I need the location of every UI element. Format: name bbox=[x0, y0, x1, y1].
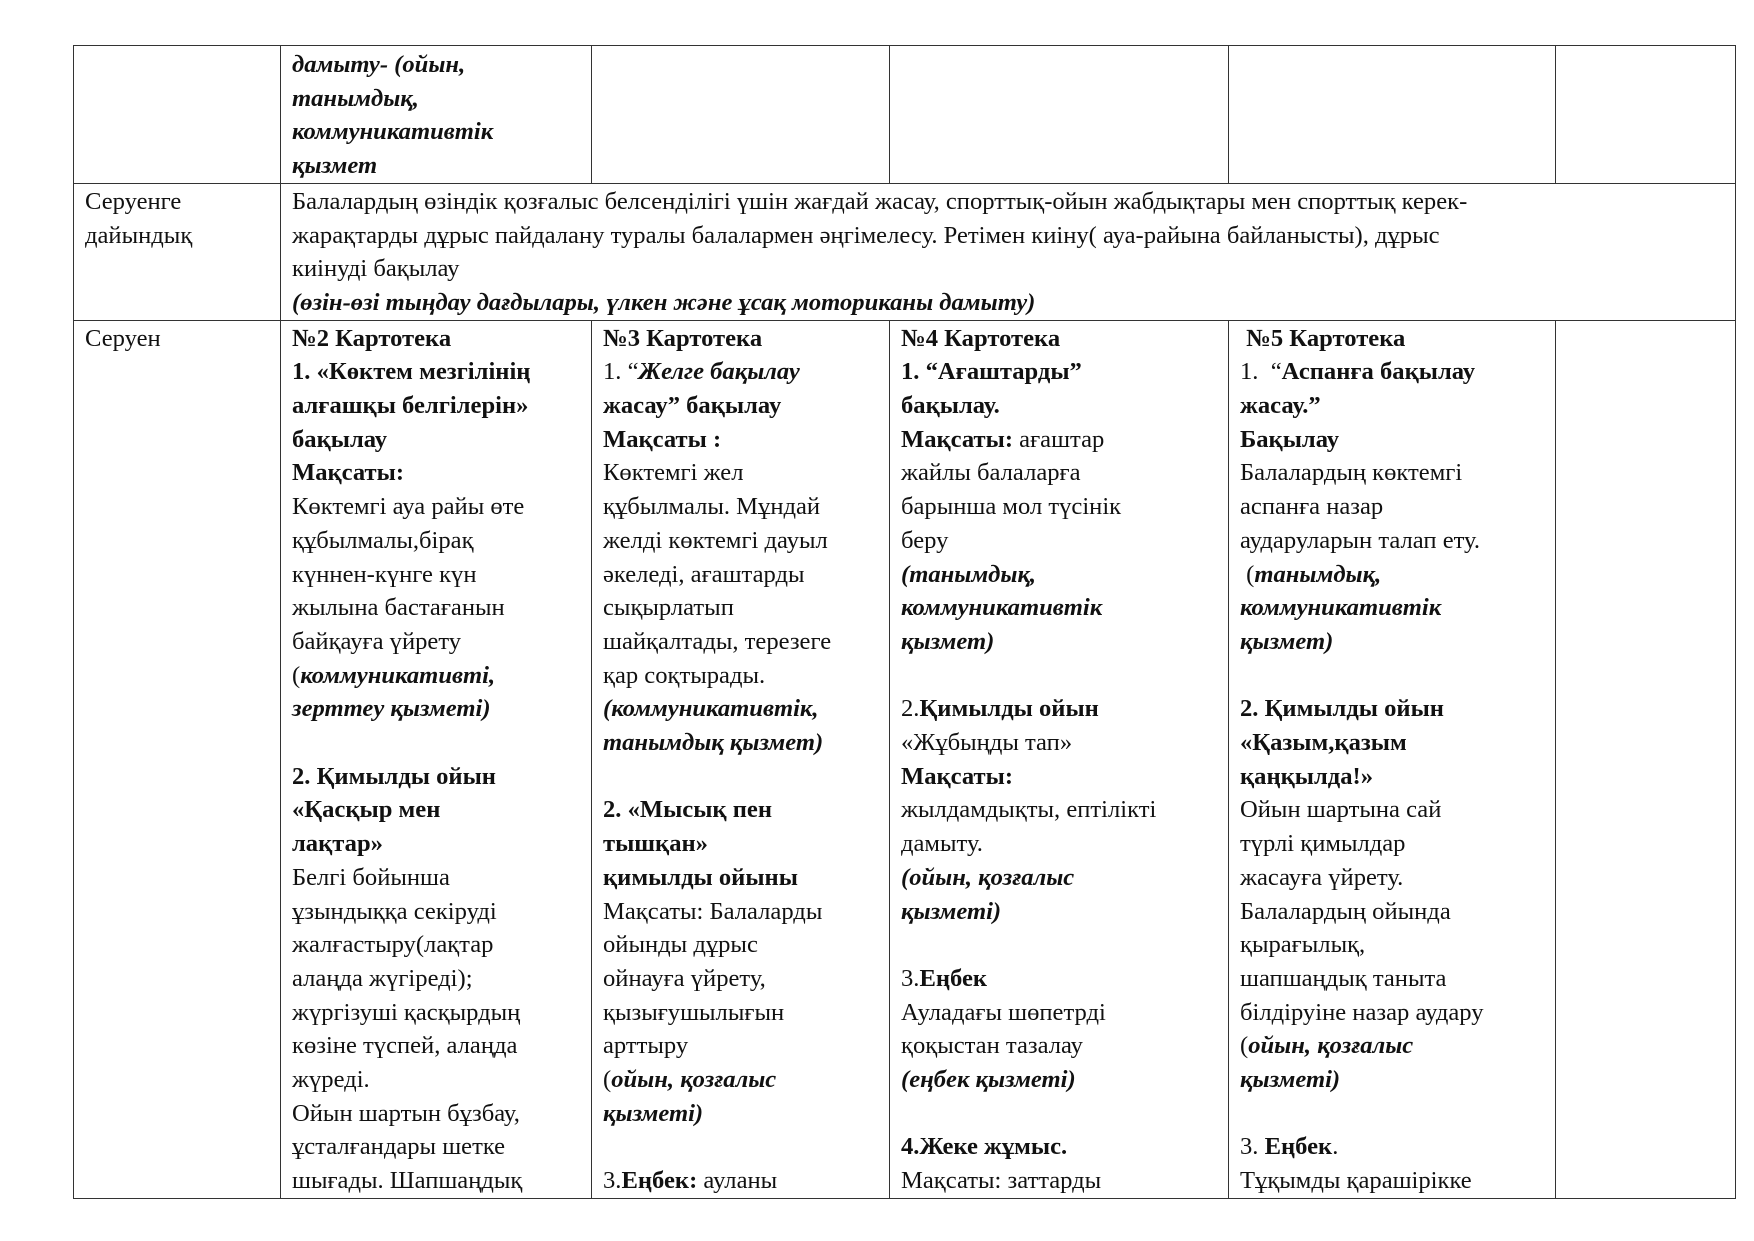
spacer bbox=[292, 726, 581, 760]
table-cell bbox=[1229, 320, 1556, 1198]
cell-text: ұсталғандары шетке bbox=[292, 1133, 506, 1161]
table-cell bbox=[592, 46, 890, 184]
cell-text: беру bbox=[901, 526, 949, 554]
cell-text: алаңда жүгіреді); bbox=[292, 964, 473, 992]
table-cell bbox=[1229, 46, 1556, 184]
table-cell bbox=[281, 46, 592, 184]
cell-text: тышқан» bbox=[603, 830, 708, 858]
cell-text: Балалардың көктемгі bbox=[1240, 459, 1463, 487]
cell-text-part: Еңбек bbox=[919, 964, 988, 992]
table-row bbox=[74, 183, 1736, 320]
cell-text: әкеледі, ағаштарды bbox=[603, 560, 805, 588]
cell-text: көзіне түспей, алаңда bbox=[292, 1032, 518, 1060]
cell-text: жүргізуші қасқырдың bbox=[292, 998, 521, 1026]
row-label-text: Серуен bbox=[85, 324, 161, 352]
cell-text: (ойын, қозғалыс bbox=[901, 863, 1075, 891]
cell-text: шығады. Шапшаңдық bbox=[292, 1167, 523, 1195]
cell-text: Мақсаты: bbox=[292, 459, 405, 487]
table-cell bbox=[890, 46, 1229, 184]
cell-text: танымдық, bbox=[292, 84, 419, 112]
cell-text: қырағылық, bbox=[1240, 931, 1366, 959]
cell-text: Көктемгі ауа райы өте bbox=[292, 493, 525, 521]
cell-text: лақтар» bbox=[292, 830, 383, 858]
cell-text: түрлі қимылдар bbox=[1240, 830, 1406, 858]
cell-text-part: 3. bbox=[1240, 1133, 1265, 1161]
card-title: №2 Картотека bbox=[292, 324, 452, 352]
cell-text: жылдамдықты, ептілікті bbox=[901, 796, 1157, 824]
cell-text: шапшаңдық таныта bbox=[1240, 964, 1447, 992]
cell-text-part: . bbox=[1332, 1133, 1339, 1161]
cell-text-part: 1. “ bbox=[603, 358, 639, 386]
cell-text: 2. Қимылды ойын bbox=[292, 762, 496, 790]
cell-text: қызығушылығын bbox=[603, 998, 785, 1026]
cell-text: шайқалтады, терезеге bbox=[603, 627, 832, 655]
cell-text bbox=[1240, 1029, 1545, 1063]
cell-text: 1. «Көктем мезгілінің bbox=[292, 358, 531, 386]
cell-text-part: Еңбек: bbox=[621, 1167, 698, 1195]
cell-text-part: 3. bbox=[901, 964, 920, 992]
cell-text: жасау.” bbox=[1240, 392, 1321, 420]
cell-text: Белгі бойынша bbox=[292, 863, 450, 891]
cell-text-part: Мақсаты: bbox=[901, 425, 1014, 453]
cell-text: Мақсаты : bbox=[603, 425, 722, 453]
cell-text: Ойын шартына сай bbox=[1240, 796, 1442, 824]
cell-text: аударуларын талап ету. bbox=[1240, 526, 1481, 554]
cell-text: 1. “Ағаштарды” bbox=[901, 358, 1082, 386]
cell-text: Балалардың ойында bbox=[1240, 897, 1451, 925]
cell-text: (танымдық, bbox=[901, 560, 1037, 588]
cell-text: Балалардың өзіндік қозғалыс белсенділігі үшін жағдай жасау, спорттық-ойын жабдықтары мен спорттық керек- bbox=[292, 187, 1468, 215]
table-cell bbox=[74, 46, 281, 184]
cell-text bbox=[901, 692, 1218, 726]
cell-text-part: ауланы bbox=[697, 1167, 778, 1195]
spacer bbox=[603, 760, 879, 794]
table-cell bbox=[890, 320, 1229, 1198]
cell-text bbox=[1240, 558, 1545, 592]
cell-text-part: ойын, қозғалыс bbox=[611, 1066, 777, 1094]
cell-text: коммуникативтік bbox=[1240, 594, 1442, 622]
cell-text bbox=[603, 1164, 879, 1198]
cell-text: байқауға үйрету bbox=[292, 627, 462, 655]
spacer bbox=[1240, 659, 1545, 693]
cell-text bbox=[1240, 1130, 1545, 1164]
row-label-text: Серуенге bbox=[85, 187, 182, 215]
cell-text: қаңқылда!» bbox=[1240, 762, 1374, 790]
cell-text-part: ағаштар bbox=[1013, 425, 1105, 453]
cell-text: танымдық қызмет) bbox=[603, 729, 824, 757]
row-label-text: дайындық bbox=[85, 221, 193, 249]
cell-text: ойнауға үйрету, bbox=[603, 964, 766, 992]
cell-text: (өзін-өзі тыңдау дағдылары, үлкен және ұсақ моториканы дамыту) bbox=[292, 288, 1036, 316]
cell-text: ойынды дұрыс bbox=[603, 931, 758, 959]
cell-text: барынша мол түсінік bbox=[901, 493, 1122, 521]
cell-text: қоқыстан тазалау bbox=[901, 1032, 1083, 1060]
cell-text bbox=[292, 659, 581, 693]
cell-text: коммуникативтік bbox=[292, 118, 494, 146]
cell-text: ұзындыққа секіруді bbox=[292, 897, 497, 925]
cell-text-part: Еңбек bbox=[1264, 1133, 1333, 1161]
row-label bbox=[74, 183, 281, 320]
cell-text: жылына бастағанын bbox=[292, 594, 505, 622]
card-title: №5 Картотека bbox=[1240, 324, 1406, 352]
cell-text: Мақсаты: заттарды bbox=[901, 1167, 1102, 1195]
cell-text: алғашқы белгілерін» bbox=[292, 392, 529, 420]
cell-text: жасау” бақылау bbox=[603, 392, 782, 420]
cell-text: құбылмалы,бірақ bbox=[292, 526, 474, 554]
cell-text: бақылау bbox=[292, 425, 388, 453]
cell-text: Көктемгі жел bbox=[603, 459, 744, 487]
cell-text: желді көктемгі дауыл bbox=[603, 526, 828, 554]
cell-text: қызметі) bbox=[1240, 1066, 1341, 1094]
cell-text-part: коммуникативті, bbox=[300, 661, 496, 689]
cell-text: қызмет) bbox=[1240, 627, 1334, 655]
table-cell bbox=[281, 320, 592, 1198]
cell-text-part: Аспанға бақылау bbox=[1281, 358, 1476, 386]
cell-text: Ойын шартын бұзбау, bbox=[292, 1099, 520, 1127]
cell-text: Ауладағы шөпетрді bbox=[901, 998, 1106, 1026]
cell-text: (еңбек қызметі) bbox=[901, 1066, 1076, 1094]
cell-text: (коммуникативтік, bbox=[603, 695, 819, 723]
cell-text: 2. Қимылды ойын bbox=[1240, 695, 1444, 723]
spacer bbox=[901, 928, 1218, 962]
cell-text-part: ойын, қозғалыс bbox=[1248, 1032, 1414, 1060]
cell-text bbox=[603, 355, 879, 389]
cell-text: «Қазым,қазым bbox=[1240, 729, 1407, 757]
cell-text: жайлы балаларға bbox=[901, 459, 1081, 487]
cell-text: қызметі) bbox=[901, 897, 1002, 925]
cell-text: жалғастыру(лақтар bbox=[292, 931, 494, 959]
spacer bbox=[901, 659, 1218, 693]
cell-text-part: танымдық, bbox=[1254, 560, 1382, 588]
spacer bbox=[603, 1130, 879, 1164]
cell-text: 4.Жеке жұмыс. bbox=[901, 1133, 1068, 1161]
plan-table bbox=[73, 45, 1736, 1199]
row-label bbox=[74, 320, 281, 1198]
cell-text: бақылау. bbox=[901, 392, 1000, 420]
cell-text: білдіруіне назар аудару bbox=[1240, 998, 1484, 1026]
cell-text: күннен-күнге күн bbox=[292, 560, 477, 588]
cell-text: Тұқымды қарашірікке bbox=[1240, 1167, 1472, 1195]
cell-text: қимылды ойыны bbox=[603, 863, 798, 891]
cell-text: қызмет) bbox=[901, 627, 995, 655]
card-title: №3 Картотека bbox=[603, 324, 763, 352]
cell-text: қар соқтырады. bbox=[603, 661, 766, 689]
cell-text: Мақсаты: bbox=[901, 762, 1014, 790]
cell-text-part: 1. “ bbox=[1240, 358, 1282, 386]
spacer bbox=[1240, 1097, 1545, 1131]
table-row bbox=[74, 46, 1736, 184]
cell-text-part: Желге бақылау bbox=[638, 358, 800, 386]
cell-text: қызметі) bbox=[603, 1099, 704, 1127]
cell-text: сықырлатып bbox=[603, 594, 734, 622]
cell-text: дамыту. bbox=[901, 830, 983, 858]
cell-text bbox=[901, 423, 1218, 457]
cell-text bbox=[901, 962, 1218, 996]
table-cell bbox=[1556, 46, 1736, 184]
cell-text: қызмет bbox=[292, 152, 378, 180]
cell-text: жарақтарды дұрыс пайдалану туралы балалармен әңгімелесу. Ретімен киіну( ауа-райына байланысты), дұрыс bbox=[292, 221, 1440, 249]
cell-text bbox=[603, 1063, 879, 1097]
cell-text: зерттеу қызметі) bbox=[292, 695, 491, 723]
cell-text-part: ( bbox=[292, 661, 301, 689]
cell-text-part: 3. bbox=[603, 1167, 622, 1195]
cell-text: коммуникативтік bbox=[901, 594, 1103, 622]
cell-text: «Қасқыр мен bbox=[292, 796, 441, 824]
table-row bbox=[74, 320, 1736, 1198]
cell-text: жасауға үйрету. bbox=[1240, 863, 1404, 891]
cell-text: киінуді бақылау bbox=[292, 255, 460, 283]
cell-text-part: ( bbox=[1240, 1032, 1249, 1060]
cell-text bbox=[1240, 355, 1545, 389]
card-title: №4 Картотека bbox=[901, 324, 1061, 352]
table-cell bbox=[281, 183, 1736, 320]
spacer bbox=[901, 1097, 1218, 1131]
cell-text: аспанға назар bbox=[1240, 493, 1384, 521]
table-cell bbox=[1556, 320, 1736, 1198]
cell-text: Бақылау bbox=[1240, 425, 1340, 453]
cell-text: Мақсаты: Балаларды bbox=[603, 897, 823, 925]
cell-text: жүреді. bbox=[292, 1066, 370, 1094]
table-cell bbox=[592, 320, 890, 1198]
cell-text-part: ( bbox=[603, 1066, 612, 1094]
cell-text: арттыру bbox=[603, 1032, 689, 1060]
cell-text: «Жұбыңды тап» bbox=[901, 729, 1073, 757]
cell-text: құбылмалы. Мұндай bbox=[603, 493, 821, 521]
cell-text-part: Қимылды ойын bbox=[919, 695, 1099, 723]
cell-text: дамыту- (ойын, bbox=[292, 51, 466, 78]
cell-text-part: 2. bbox=[901, 695, 920, 723]
cell-text-part: ( bbox=[1240, 560, 1255, 588]
cell-text: 2. «Мысық пен bbox=[603, 796, 772, 824]
